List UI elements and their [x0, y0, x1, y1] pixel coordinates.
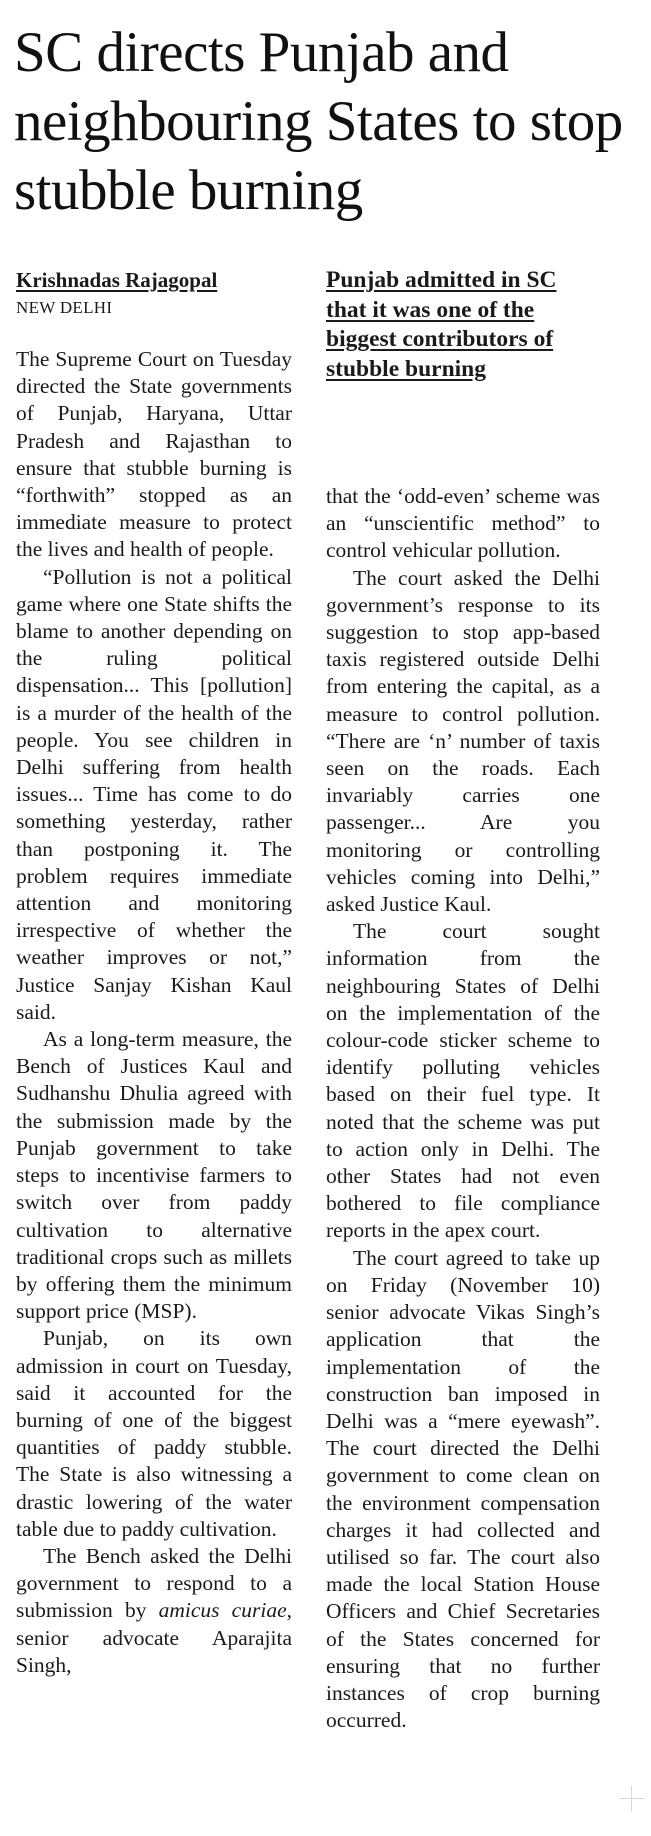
left-column-body [16, 346, 292, 1679]
paragraph: “Pollution is not a political game where one State shifts the blame to another depending on the ruling political dispensation... This [pollution] is a murder of the health of the people. You see children in Delhi suffering from health issues... Time has come to do something yesterday, rather than postponing it. The problem requires immediate attention and monitoring irrespective of whether the weather improves or not,” Justice Sanjay Kishan Kaul said. [16, 564, 292, 1024]
paragraph: As a long-term measure, the Bench of Justices Kaul and Sudhanshu Dhulia agreed with the submission made by the Punjab government to take steps to incentivise farmers to switch over from paddy cultivation to alternative traditional crops such as millets by offering them the minimum support price (MSP). [16, 1027, 292, 1324]
pull-quote: Punjab admitted in SC that it was one of the biggest contributors of stubble burning [326, 267, 557, 382]
right-column-body [326, 483, 600, 1734]
paragraph: Punjab, on its own admission in court on Tuesday, said it accounted for the burning of one of the biggest quantities of paddy stubble. The State is also witnessing a drastic lowering of the water table due to paddy cultivation. [16, 1326, 292, 1541]
paragraph: The court asked the Delhi government’s response to its suggestion to stop app-based taxis registered outside Delhi from entering the capital, as a measure to control pollution. “There are ‘n’ number of taxis seen on the roads. Each invariably carries one passenger... Are you monitoring or controlling vehicles coming into Delhi,” asked Justice Kaul. [326, 565, 600, 917]
headline: SC directs Punjab and neighbouring States to stop stubble burning [14, 21, 623, 222]
paragraph: that the ‘odd-even’ scheme was an “unscientific method” to control vehicular pollution. [326, 484, 600, 563]
crop-mark-icon [619, 1786, 645, 1812]
dateline: NEW DELHI [16, 298, 113, 317]
paragraph: The court sought information from the neighbouring States of Delhi on the implementation of the colour-code sticker scheme to identify polluting vehicles based on their fuel type. It noted that the scheme was put to action only in Delhi. The other States had not even bothered to file compliance reports in the apex court. [326, 919, 600, 1243]
byline: Krishnadas Rajagopal [16, 268, 218, 292]
paragraph: The Supreme Court on Tuesday directed the State governments of Punjab, Haryana, Uttar Pradesh and Rajasthan to ensure that stubble burning is “forthwith” stopped as an immediate measure to protect the lives and health of people. [16, 347, 292, 562]
paragraph: The court agreed to take up on Friday (November 10) senior advocate Vikas Singh’s application that the implementation of the construction ban imposed in Delhi was a “mere eyewash”. The court directed the Delhi government to come clean on the environment compensation charges it had collected and utilised so far. The court also made the local Station House Officers and Chief Secretaries of the States concerned for ensuring that no further instances of crop burning occurred. [326, 1245, 600, 1733]
paragraph-text: The Bench asked the Delhi government to respond to a submission by [16, 1543, 292, 1623]
paragraph [16, 1543, 292, 1679]
paragraph-text: , senior advocate Aparajita Singh, [16, 1598, 292, 1677]
italic-term: amicus curiae [158, 1598, 287, 1623]
